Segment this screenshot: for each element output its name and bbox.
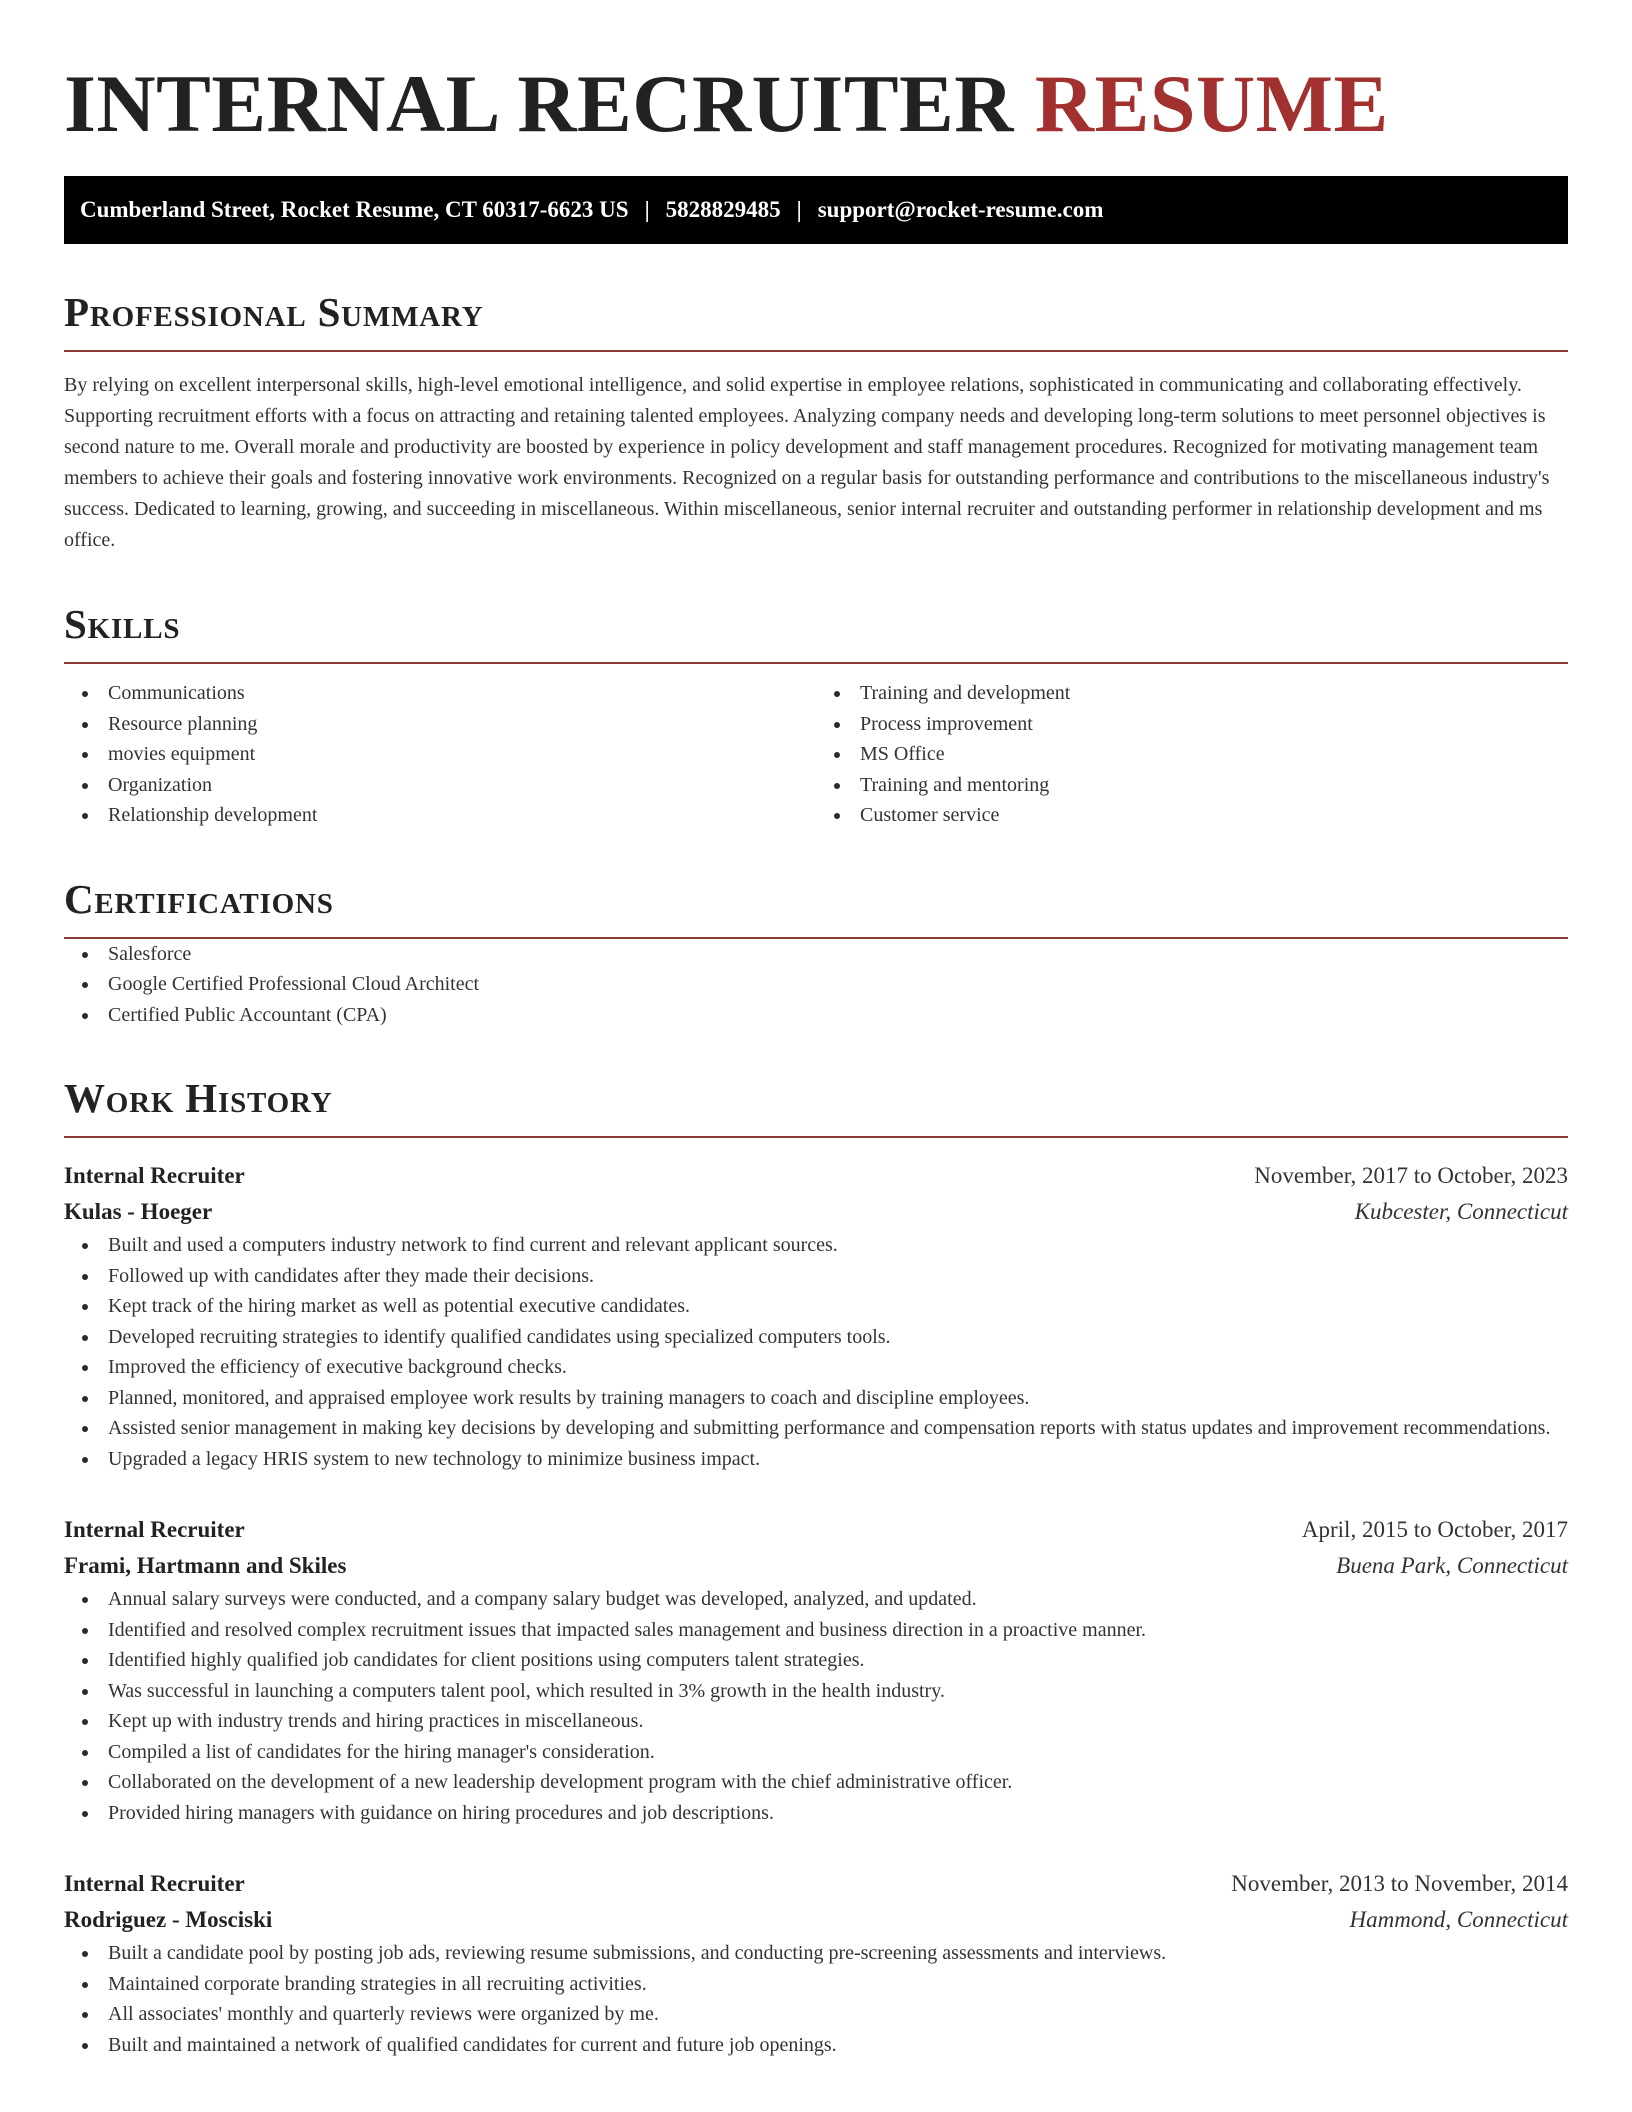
job-company-row bbox=[64, 1194, 1568, 1230]
job-duty: Built and used a computers industry network to find current and relevant applicant sources. bbox=[64, 1230, 1568, 1261]
job-header-row bbox=[64, 1512, 1568, 1548]
job-duty: Built a candidate pool by posting job ads, reviewing resume submissions, and conducting pre-screening assessments and interviews. bbox=[64, 1938, 1568, 1969]
skill-item: Organization bbox=[64, 770, 816, 801]
job-company-row bbox=[64, 1902, 1568, 1938]
contact-phone: 5828829485 bbox=[665, 197, 781, 222]
contact-separator: | bbox=[796, 197, 802, 222]
job-duties-list bbox=[64, 1584, 1568, 1828]
job-duty: Compiled a list of candidates for the hiring manager's consideration. bbox=[64, 1737, 1568, 1768]
job-duty: Followed up with candidates after they made their decisions. bbox=[64, 1261, 1568, 1292]
contact-bar bbox=[64, 176, 1568, 244]
job-duty: Upgraded a legacy HRIS system to new technology to minimize business impact. bbox=[64, 1444, 1568, 1475]
skill-item: Training and development bbox=[816, 678, 1568, 709]
job-location: Hammond, Connecticut bbox=[1349, 1907, 1568, 1932]
summary-text: By relying on excellent interpersonal skills, high-level emotional intelligence, and solid expertise in employee relations, sophisticated in communicating and collaborating effectively. Supporting recruitment efforts with a focus on attracting and retaining talented employees. Analyzing company needs and developing long-term solutions to meet personnel objectives is second nature to me. Overall morale and productivity are boosted by experience in policy development and staff management procedures. Recognized for motivating management team members to achieve their goals and fostering innovative work environments. Recognized on a regular basis for outstanding performance and contributions to the miscellaneous industry's success. Dedicated to learning, growing, and succeeding in miscellaneous. Within miscellaneous, senior internal recruiter and outstanding performer in relationship development and ms office. bbox=[64, 374, 1550, 551]
job-duty: Collaborated on the development of a new leadership development program with the chief administrative officer. bbox=[64, 1767, 1568, 1798]
resume-title bbox=[64, 56, 1568, 152]
job-company: Frami, Hartmann and Skiles bbox=[64, 1553, 347, 1578]
section-heading-certifications: Certifications bbox=[64, 875, 1568, 939]
section-heading-skills: Skills bbox=[64, 600, 1568, 664]
certification-item: Certified Public Accountant (CPA) bbox=[64, 1000, 1568, 1031]
contact-separator: | bbox=[644, 197, 650, 222]
professional-summary-section bbox=[64, 288, 1568, 556]
job-duty: Provided hiring managers with guidance on hiring procedures and job descriptions. bbox=[64, 1798, 1568, 1829]
skills-section bbox=[64, 600, 1568, 831]
job-duty: Developed recruiting strategies to identify qualified candidates using specialized computers tools. bbox=[64, 1322, 1568, 1353]
skill-item: Resource planning bbox=[64, 709, 816, 740]
skills-list-right bbox=[816, 678, 1568, 831]
title-main: INTERNAL RECRUITER bbox=[64, 58, 1014, 149]
section-heading-summary: Professional Summary bbox=[64, 288, 1568, 352]
skill-item: Process improvement bbox=[816, 709, 1568, 740]
job-duty: Annual salary surveys were conducted, and a company salary budget was developed, analyzed, and updated. bbox=[64, 1584, 1568, 1615]
job-duty: Identified highly qualified job candidates for client positions using computers talent strategies. bbox=[64, 1645, 1568, 1676]
section-heading-work-history: Work History bbox=[64, 1074, 1568, 1138]
job-duties-list bbox=[64, 1938, 1568, 2060]
job-duty: Was successful in launching a computers talent pool, which resulted in 3% growth in the health industry. bbox=[64, 1676, 1568, 1707]
job-duty: Assisted senior management in making key decisions by developing and submitting performance and compensation reports with status updates and improvement recommendations. bbox=[64, 1413, 1568, 1444]
job-title: Internal Recruiter bbox=[64, 1871, 245, 1896]
contact-email: support@rocket-resume.com bbox=[817, 197, 1104, 222]
certification-item: Google Certified Professional Cloud Architect bbox=[64, 969, 1568, 1000]
job-duty: Maintained corporate branding strategies in all recruiting activities. bbox=[64, 1969, 1568, 2000]
job-dates: April, 2015 to October, 2017 bbox=[1301, 1517, 1568, 1542]
skills-column-left bbox=[64, 678, 816, 831]
job-title: Internal Recruiter bbox=[64, 1517, 245, 1542]
job-duty: Improved the efficiency of executive background checks. bbox=[64, 1352, 1568, 1383]
job-company: Rodriguez - Mosciski bbox=[64, 1907, 273, 1932]
skill-item: Communications bbox=[64, 678, 816, 709]
work-history-section bbox=[64, 1074, 1568, 2060]
skill-item: MS Office bbox=[816, 739, 1568, 770]
job-company: Kulas - Hoeger bbox=[64, 1199, 213, 1224]
job-company-row bbox=[64, 1548, 1568, 1584]
skills-list-left bbox=[64, 678, 816, 831]
job-duty: Planned, monitored, and appraised employee work results by training managers to coach and discipline employees. bbox=[64, 1383, 1568, 1414]
title-accent: RESUME bbox=[1034, 58, 1389, 149]
certification-item: Salesforce bbox=[64, 939, 1568, 970]
job-dates: November, 2017 to October, 2023 bbox=[1254, 1163, 1568, 1188]
job-header-row bbox=[64, 1158, 1568, 1194]
job-entry bbox=[64, 1866, 1568, 2060]
job-entry bbox=[64, 1512, 1568, 1828]
job-duty: Kept track of the hiring market as well as potential executive candidates. bbox=[64, 1291, 1568, 1322]
skill-item: movies equipment bbox=[64, 739, 816, 770]
job-location: Buena Park, Connecticut bbox=[1336, 1553, 1568, 1578]
job-title: Internal Recruiter bbox=[64, 1163, 245, 1188]
certifications-list bbox=[64, 939, 1568, 1031]
job-location: Kubcester, Connecticut bbox=[1354, 1199, 1568, 1224]
skill-item: Relationship development bbox=[64, 800, 816, 831]
skill-item: Customer service bbox=[816, 800, 1568, 831]
job-entry bbox=[64, 1158, 1568, 1474]
skills-grid bbox=[64, 678, 1568, 831]
contact-address: Cumberland Street, Rocket Resume, CT 60317-6623 US bbox=[80, 197, 629, 222]
skill-item: Training and mentoring bbox=[816, 770, 1568, 801]
job-dates: November, 2013 to November, 2014 bbox=[1231, 1871, 1568, 1896]
job-duty: Identified and resolved complex recruitment issues that impacted sales management and business direction in a proactive manner. bbox=[64, 1615, 1568, 1646]
certifications-section bbox=[64, 875, 1568, 1031]
skills-column-right bbox=[816, 678, 1568, 831]
job-duty: All associates' monthly and quarterly reviews were organized by me. bbox=[64, 1999, 1568, 2030]
job-duties-list bbox=[64, 1230, 1568, 1474]
job-duty: Built and maintained a network of qualified candidates for current and future job openings. bbox=[64, 2030, 1568, 2061]
job-header-row bbox=[64, 1866, 1568, 1902]
job-duty: Kept up with industry trends and hiring practices in miscellaneous. bbox=[64, 1706, 1568, 1737]
